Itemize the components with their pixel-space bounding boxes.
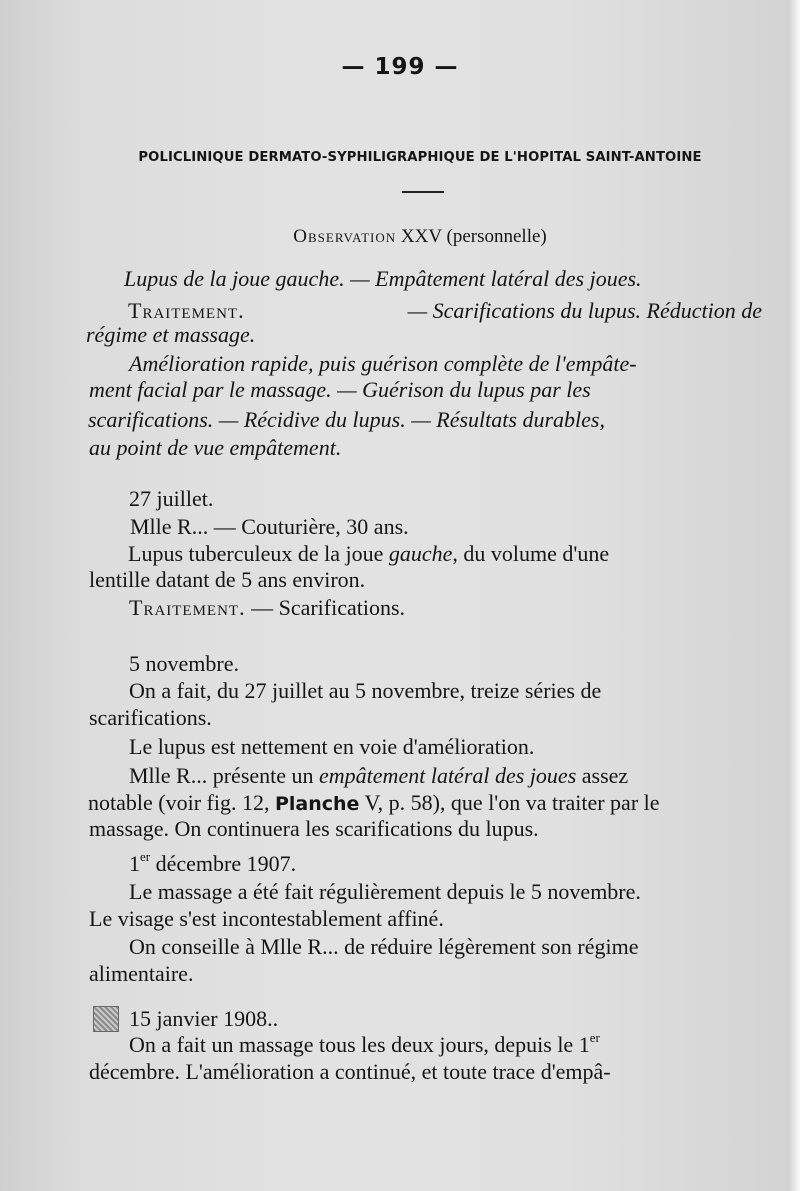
summary-line: au point de vue empâtement. [89, 435, 342, 460]
observation-label: Observation [293, 226, 397, 247]
entry-line: On a fait, du 27 juillet au 5 novembre, treize séries de [129, 678, 602, 703]
entry-text: — Scarifications. [251, 595, 406, 620]
entry-date: 5 novembre. [129, 651, 239, 676]
entry-line: décembre. L'amélioration a continué, et toute trace d'empâ- [89, 1059, 611, 1084]
entry-date: 15 janvier 1908.. [129, 1006, 279, 1031]
observation-title [0, 226, 800, 248]
entry-text-bold: Planche [274, 793, 360, 815]
summary-line: Lupus de la joue gauche. — Empâtement latéral des joues. [124, 266, 642, 291]
entry-text-italic: empâtement latéral des joues [319, 763, 577, 788]
entry-line: Le massage a été fait régulièrement depuis le 5 novembre. [129, 879, 641, 904]
entry-line [129, 763, 628, 789]
entry-line: lentille datant de 5 ans environ. [89, 567, 366, 592]
entry-text: On a fait un massage tous les deux jours, depuis le 1 [129, 1032, 590, 1057]
entry-line [128, 541, 609, 567]
date-rest: décembre 1907. [155, 851, 297, 876]
date-ordinal: er [589, 1030, 600, 1045]
summary-line: scarifications. — Récidive du lupus. — Résultats durables, [88, 407, 605, 432]
summary-line [128, 298, 762, 324]
entry-text: assez [581, 763, 629, 788]
entry-line: Le visage s'est incontestablement affiné. [89, 906, 444, 931]
entry-date: 27 juillet. [129, 486, 214, 511]
treatment-label: Traitement. [129, 595, 246, 620]
treatment-label: Traitement. [128, 298, 245, 323]
observation-number: XXV [400, 226, 442, 247]
entry-line: On conseille à Mlle R... de réduire légèrement son régime [129, 934, 639, 959]
entry-line [88, 790, 660, 816]
header-rule [402, 191, 444, 193]
entry-text-italic: gauche [388, 541, 453, 566]
section-header: POLICLINIQUE DERMATO-SYPHILIGRAPHIQUE DE L'HOPITAL SAINT-ANTOINE [138, 150, 702, 165]
page-edge [790, 0, 800, 1191]
summary-line: ment facial par le massage. — Guérison du lupus par les [89, 377, 591, 402]
entry-line [129, 595, 405, 621]
observation-note: (personnelle) [446, 226, 547, 247]
entry-date [129, 851, 296, 877]
summary-text: — Scarifications du lupus. Réduction de [407, 298, 762, 323]
page-number: — 199 — [341, 54, 459, 80]
entry-text: Lupus tuberculeux de la joue [128, 541, 384, 566]
entry-line: alimentaire. [89, 961, 194, 986]
entry-line: Le lupus est nettement en voie d'amélioration. [129, 734, 535, 759]
summary-line: régime et massage. [86, 322, 256, 347]
entry-text: , du volume d'une [452, 541, 610, 566]
entry-line: Mlle R... — Couturière, 30 ans. [130, 514, 409, 539]
entry-text: notable (voir fig. 12, [88, 790, 270, 815]
entry-text: V, p. 58), que l'on va traiter par le [364, 790, 660, 815]
entry-line: massage. On continuera les scarifications du lupus. [89, 816, 539, 841]
entry-line [129, 1032, 600, 1058]
date-day: 1 [129, 851, 140, 876]
date-ordinal: er [140, 849, 151, 864]
summary-line: Amélioration rapide, puis guérison complète de l'empâte- [129, 351, 637, 376]
entry-text: Mlle R... présente un [129, 763, 314, 788]
entry-line: scarifications. [89, 705, 212, 730]
library-stamp-icon [93, 1006, 119, 1032]
